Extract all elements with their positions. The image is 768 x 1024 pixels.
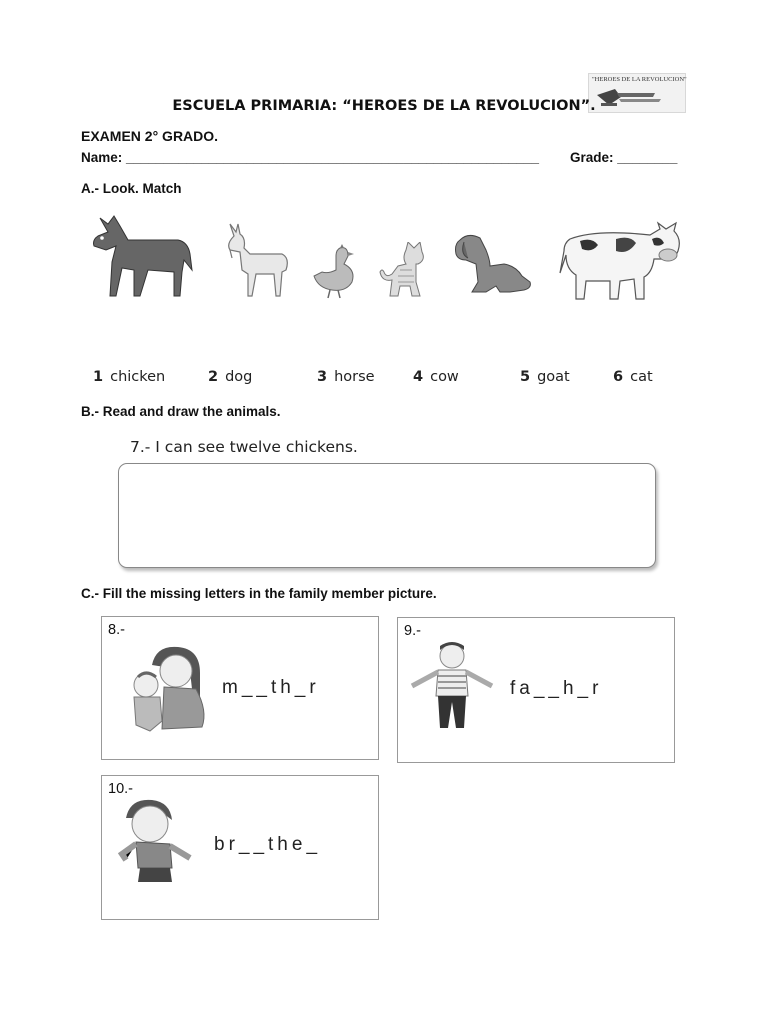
word-option: 5 goat (520, 369, 570, 385)
item-number: 10.- (108, 781, 133, 797)
cat-picture (376, 242, 432, 300)
item-number: 9.- (404, 623, 421, 639)
exam-title: EXAMEN 2° GRADO. (81, 128, 219, 144)
school-title: ESCUELA PRIMARIA: “HEROES DE LA REVOLUCION”. (172, 98, 596, 114)
section-b-title: B.- Read and draw the animals. (81, 404, 281, 419)
grade-field[interactable]: Grade: ________ (570, 150, 678, 165)
cow-picture (556, 215, 686, 303)
word-option: 4 cow (413, 369, 459, 385)
drawing-area[interactable] (118, 463, 656, 568)
missing-letters-word[interactable]: br__the_ (214, 834, 322, 855)
missing-letters-word[interactable]: m__th_r (222, 677, 320, 698)
dog-picture (450, 230, 536, 298)
goat-picture (220, 222, 292, 302)
drawing-prompt: 7.- I can see twelve chickens. (130, 438, 358, 456)
name-field[interactable]: Name: _______________________________________________________ (81, 150, 539, 165)
horse-picture (88, 210, 196, 302)
word-option: 1 chicken (93, 369, 166, 385)
item-number: 8.- (108, 622, 125, 638)
chicken-picture (310, 242, 360, 300)
mother-picture (116, 641, 212, 733)
family-card-mother (101, 616, 379, 760)
word-option: 3 horse (317, 369, 375, 385)
section-c-title: C.- Fill the missing letters in the family member picture. (81, 586, 437, 601)
section-a-title: A.- Look. Match (81, 181, 182, 196)
missing-letters-word[interactable]: fa__h_r (510, 678, 603, 699)
family-card-father (397, 617, 675, 763)
father-picture (408, 640, 498, 734)
family-card-brother (101, 775, 379, 920)
logo-text: "HEROES DE LA REVOLUCION" (592, 76, 687, 83)
word-option: 2 dog (208, 369, 253, 385)
brother-picture (112, 796, 202, 888)
word-option: 6 cat (613, 369, 653, 385)
